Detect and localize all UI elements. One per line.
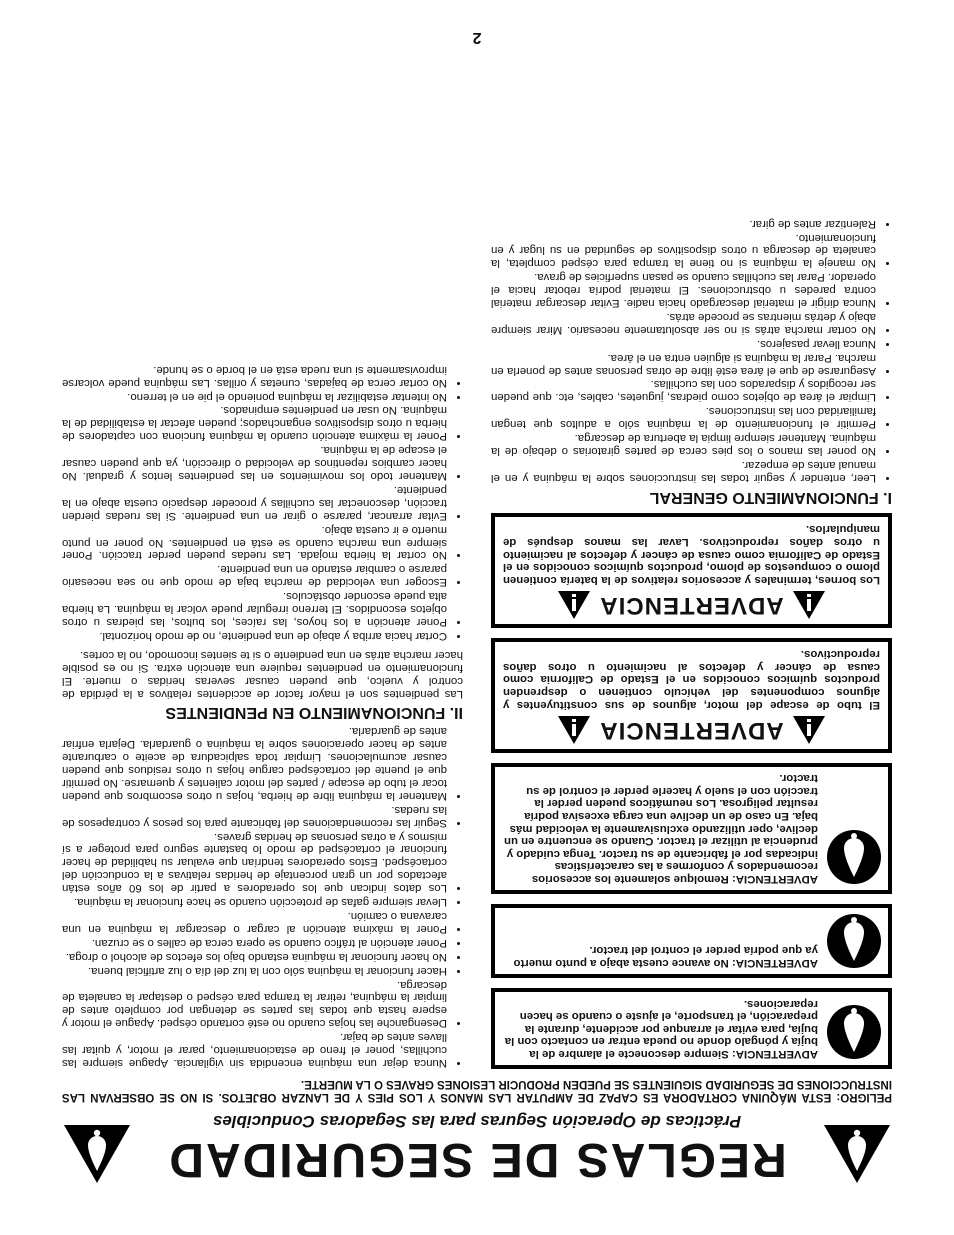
list-item: • Llevar siempre gafas de protección cuando se hace funcionar la máquina. <box>62 895 447 908</box>
hazard-drop-icon <box>826 913 882 969</box>
advertencia-text: El tubo de escape del motor, algunos de sus constituyentes y algunos componentes del vehículo contienen o desprenden productos químicos conocidos en el Estado de California como causa de cáncer y defectos al nacimiento u otros daños reproductivos. <box>503 648 880 711</box>
advertencia-title: ADVERTENCIA <box>599 592 784 620</box>
advertencia-header <box>495 588 888 624</box>
two-column-body <box>62 216 892 1069</box>
list-item: • No cortar marcha atrás si no ser absolutamente necesario. Mirar siempre abajo y detrás mientras se procede atrás. <box>491 310 876 336</box>
safety-alert-icon <box>557 715 591 745</box>
list-item: • No cortar cerca de bajadas, cunetas y orillas. Las máquina puede volcarse improvisamente si una rueda está en el borde o se hunde. <box>62 363 447 389</box>
list-item: • Asegurarse de que el área esté libre de otras personas antes de ponerla en marcha. Parar la máquina si alguien entra en el área. <box>491 351 876 377</box>
list-item: • Nunca dirigir el material descargado hacia nadie. Evitar descargar material contra paredes u obstrucciones. El material podría rebotar hacia el operador. Parar las cuchillas cuando se pasan superficies de grava. <box>491 270 876 309</box>
advertencia-title: ADVERTENCIA <box>599 717 784 745</box>
warning-text: ADVERTENCIA: No avance cuesta abajo a punto muerto ya que podría perder el control del tractor. <box>513 944 818 970</box>
list-item: • Mantener todo los movimientos en las pendientes lentos y gradual. No hacer cambios repentinos de velocidad o dirección, ya que pueden causar el escape de la máquina. <box>62 443 447 482</box>
list-item: • No hacer funcionar la máquina estando bajo los efectos de alcohol o droga. <box>62 950 447 963</box>
warning-box <box>491 988 892 1069</box>
section-title-slopes: II. FUNCIONAMIENTO EN PENDIENTES <box>165 704 463 722</box>
safety-alert-icon <box>792 715 826 745</box>
right-column <box>62 216 463 1069</box>
advertencia-box <box>491 638 892 753</box>
advertencia-text: Los bornes, terminales y accesorios relativos de la batería contienen plomo o compuestos de plomo, productos químicos conocidos en el Estado de California como causa de cáncer y defectos al nacimiento u otros daños reproductivos. Lavar las manos después de manipularlos. <box>503 523 880 586</box>
list-item: • Poner atención al tráfico cuando se opera cerca de calles o se cruzan. <box>62 936 447 949</box>
slopes-list <box>62 363 463 642</box>
warning-text: ADVERTENCIA: Siempre desconecte el alambre de la bujía y póngalo donde no pueda entrar en contacto con la bujía, para evitar el arranque por accidente, durante la preparación, el transporte, el ajuste o cuando se hacen reparaciones. <box>504 997 818 1060</box>
warning-text: ADVERTENCIA: Remolque solamente los accesorios recomendados y conformes a las características indicadas por el fabricante de su tractor. Tenga cuidado y prudencia al utilizar el tractor. Cuando se encuentre en un declive, oper utilizando exclusivamente la velocidad más baja. En caso de un declive una carga excesiva podría resultar peligrosa. Los neumáticos pueden perder la tracción con el suelo y hacerle perder el control de su tractor. <box>504 772 818 886</box>
danger-notice: PELIGRO: ESTA MÁQUINA CORTADORA ES CAPAZ DE AMPUTAR LAS MANOS Y LOS PIES Y DE LANZAR OBJETOS. SI NO SE OBSERVAN LAS INSTRUCCIONES DE SEGURIDAD SIGUIENTES SE PUEDEN PRODUCIR LESIONES GRAVES O LA MUERTE. <box>62 1078 892 1103</box>
list-item: • Permitir el funcionamiento de la máquina sólo a adultos que tengan familiaridad con las instrucciones. <box>491 404 876 430</box>
list-item: • Escoger una velocidad de marcha baja de modo que no sea necesario pararse o cambiar estando en una pendiente. <box>62 562 447 588</box>
list-item: • Evitar arrancar, pararse o girar en una pendiente. Si las ruedas pierden tracción, desconectar las cuchillas y proceder despacio cuesta abajo en la pendiente. <box>62 483 447 522</box>
warning-triangle-icon <box>62 1123 132 1185</box>
list-item: • Nunca llevar pasajeros. <box>491 337 876 350</box>
list-item: • No maneje la máquina si no tiene la trampa para césped completa, la canaleta de descarga u otros dispositivos de seguridad en su lugar y en funcionamiento. <box>491 231 876 270</box>
page-content <box>62 216 892 1185</box>
general-operation-list <box>491 217 892 484</box>
safety-alert-icon <box>792 590 826 620</box>
list-item: • Limpiar el área de objetos como piedras, juguetes, cables, etc. que pueden ser recogidos y disparados con las cuchillas. <box>491 378 876 404</box>
list-item: • Seguir las recomendaciones del fabricante para los pesos y contrapesos de las ruedas. <box>62 803 447 829</box>
safe-practices-list <box>62 724 463 1069</box>
slopes-intro: Las pendientes son el mayor factor de accidentes relativos a la pérdida de control y vuelco, que pueden causar severas heridas o muerte. El funcionamiento en pendientes requiere una atención extra. Si no es posible hacer marcha atrás en una pendiente o si te sientes incomodo, no la cortes. <box>62 648 463 700</box>
warning-box <box>491 904 892 978</box>
page-number: 2 <box>472 29 482 46</box>
list-item: • Poner la máxima atención cuando la máquina funciona con captadores de hierba u otros dispositivos enganchados; pueden afectar la estabilidad de la máquina. No usar en pendientes empinados. <box>62 404 447 443</box>
page-header <box>62 1113 892 1185</box>
list-item: • Mantener la máquina libre de hierba, hojas u otros escombros que pueden tocar el tubo de escape / partes del motor calientes y quemarse. No permitir que el puente del cortacésped cargue hojas u otros residuos que pueden causar acumulaciones. Limpiar toda salpicadura de aceite o carburante antes de hacer operaciones sobre la máquina o guardarla. Dejarla enfriar antes de guardarla. <box>62 724 447 801</box>
page-title: REGLAS DE SEGURIDAD <box>167 1133 787 1186</box>
list-item: • No intentar estabilizar la máquina poniendo el pie en el terreno. <box>62 390 447 403</box>
list-item: • No poner las manos o los pies cerca de partes giratorias o debajo de la máquina. Mantener siempre limpia la abertura de descarga. <box>491 431 876 457</box>
list-item: • Nunca dejar una máquina encendida sin vigilancia. Apague siempre las cuchillas, poner el freno de estacionamiento, parar el motor, y quitar las llaves antes de bajar. <box>62 1030 447 1069</box>
list-item: • Poner la máxima atención al cargar o descargar la máquina en una caravana o camión. <box>62 909 447 935</box>
list-item: • Poner atención a los hoyos, las raíces, los bultos, las piedras u otros objetos escondidos. El terreno irregular puede volcar la máquina. La hierba alta puede esconder obstáculos. <box>62 589 447 628</box>
warning-triangle-icon <box>822 1123 892 1185</box>
list-item: • Leer, entender y seguir todas las instrucciones sobre la máquina y en el manual antes de empezar. <box>491 458 876 484</box>
list-item: • Los datos indican que los operadores a partir de los 60 años están afectados por un gran porcentaje de heridas relativas a la conducción del cortacésped. Estos operadores tendrían que evaluar su habilidad de hacer funcionar el cortacésped de modo lo bastante seguro para proteger a sí mismos y a otras personas de heridas graves. <box>62 830 447 895</box>
list-item: • Desenganche las hojas cuando no esté cortando césped. Apague el motor y espere hasta que todas las partes se detengan por completo antes de limpiar la máquina, retirar la trampa para césped o destapar la canaleta de descarga. <box>62 978 447 1030</box>
left-column <box>491 216 892 1069</box>
page-subtitle: Prácticas de Operación Seguras para las Segadoras Conducibles <box>212 1112 742 1131</box>
advertencia-box <box>491 513 892 628</box>
list-item: • Cortar hacia arriba y abajo de una pendiente, no de modo horizontal. <box>62 629 447 642</box>
advertencia-header <box>495 713 888 749</box>
hazard-drop-icon <box>826 1004 882 1060</box>
hazard-drop-icon <box>826 829 882 885</box>
list-item: • Hacer funcionar la máquina sólo con la luz del día o luz artificial buena. <box>62 964 447 977</box>
list-item: • No cortar la hierba mojada. Las ruedas pueden perder tracción. Poner siempre una marcha cuando se está en pendientes. No poner en punto muerto e ir cuesta abajo. <box>62 523 447 562</box>
safety-alert-icon <box>557 590 591 620</box>
warning-box <box>491 763 892 894</box>
section-title-general: I. FUNCIONAMIENTO GENERAL <box>649 488 892 506</box>
list-item: • Ralentizar antes de girar. <box>491 217 876 230</box>
